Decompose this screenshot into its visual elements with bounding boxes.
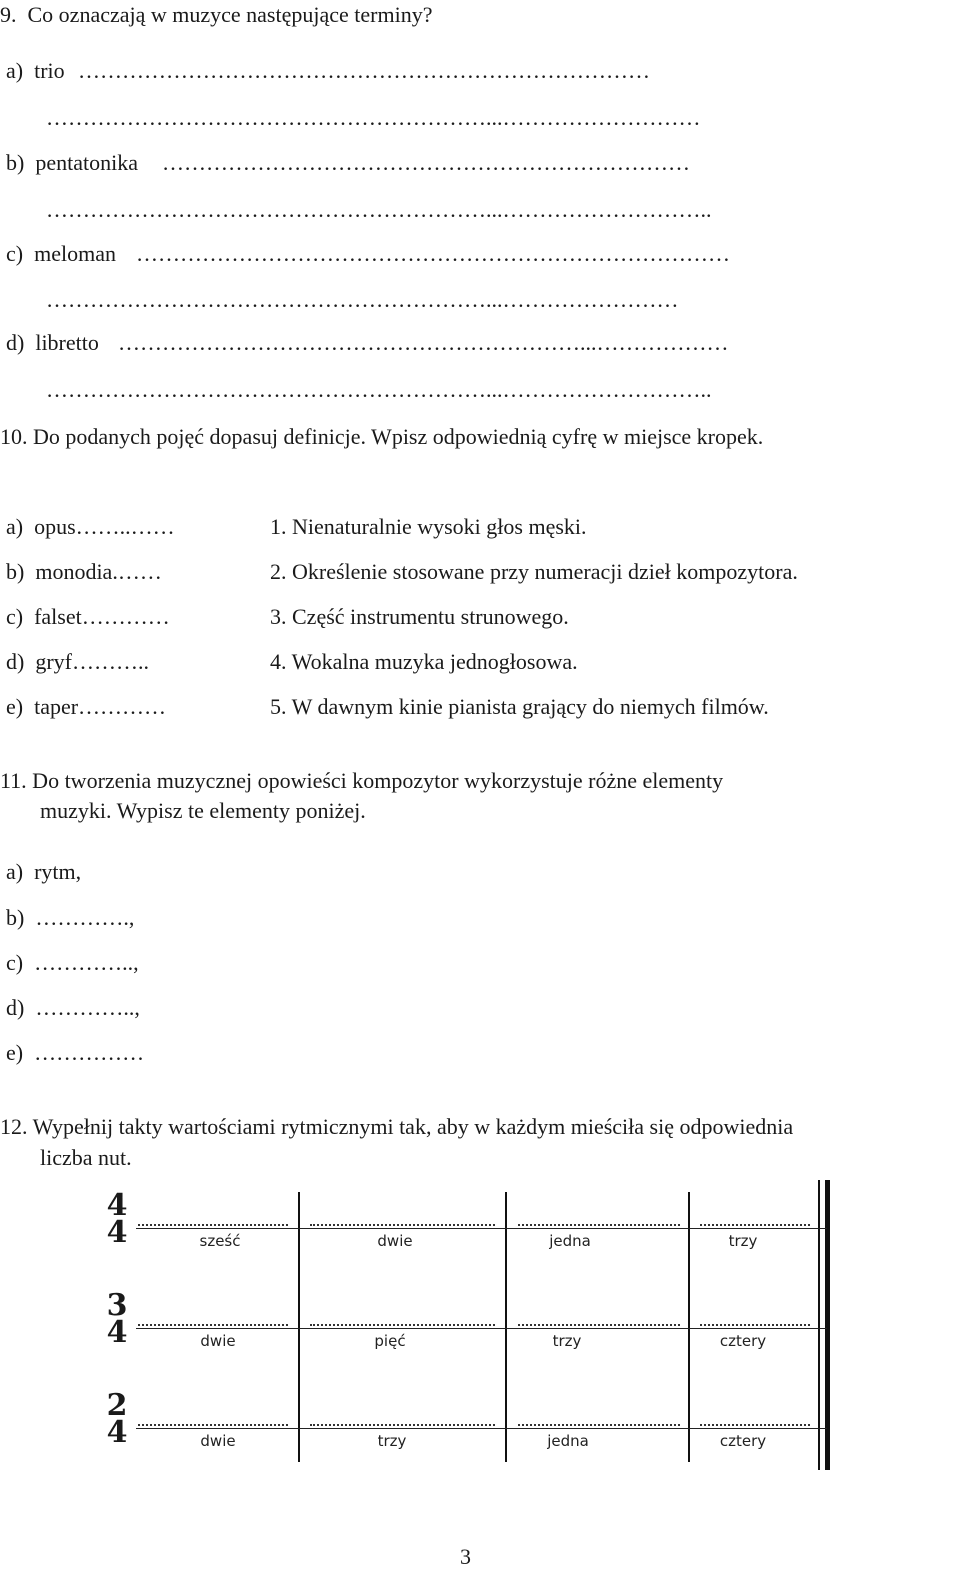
q10-definition-4: 4. Wokalna muzyka jednogłosowa. [270, 649, 578, 674]
q10-definition-3: 3. Część instrumentu strunowego. [270, 604, 569, 629]
measure-label-1-4: trzy [728, 1232, 758, 1250]
q10-term-d[interactable]: d) gryf……….. [6, 649, 149, 674]
q9-item-a-answer-line-2[interactable]: ……………………………………………………...……………………… [46, 105, 701, 130]
time-signature-1-bottom: 4 [106, 1215, 128, 1250]
q9-item-b-label: b) pentatonika [6, 150, 138, 175]
page-number: 3 [460, 1544, 471, 1569]
answer-dots-2-2[interactable] [310, 1324, 495, 1326]
final-barline-thin [818, 1180, 820, 1470]
time-signature-3-bottom: 4 [106, 1415, 128, 1450]
q12-title-line-2: liczba nut. [40, 1145, 132, 1170]
time-signature-3-top: 2 [106, 1388, 128, 1423]
q9-item-c-label: c) meloman [6, 241, 116, 266]
q9-item-d-label: d) libretto [6, 330, 99, 355]
q9-item-c-answer-line-2[interactable]: ……………………………………………………...…………………… [46, 287, 679, 312]
q11-item-c[interactable]: c) ………….., [6, 950, 139, 975]
q11-item-d[interactable]: d) ………….., [6, 995, 140, 1020]
q9-item-b-answer-line-1[interactable]: ……………………………………………………………… [162, 150, 690, 175]
measure-label-1-1: sześć [199, 1232, 241, 1250]
q9-item-c-answer-line-1[interactable]: ……………………………………………………………………… [136, 241, 730, 266]
q10-definition-5: 5. W dawnym kinie pianista grający do niemych filmów. [270, 694, 769, 719]
answer-dots-1-3[interactable] [518, 1224, 680, 1226]
answer-dots-2-4[interactable] [700, 1324, 810, 1326]
time-signature-3 [100, 1388, 134, 1450]
q11-title-line-1: 11. Do tworzenia muzycznej opowieści kompozytor wykorzystuje różne elementy [0, 768, 724, 793]
q10-title: 10. Do podanych pojęć dopasuj definicje. Wpisz odpowiednią cyfrę w miejsce kropek. [0, 424, 764, 449]
measure-label-1-2: dwie [377, 1232, 413, 1250]
measure-label-3-2: trzy [377, 1432, 407, 1450]
measure-label-2-3: trzy [552, 1332, 582, 1350]
measure-label-3-3: jedna [547, 1432, 589, 1450]
staff-line-2 [136, 1328, 827, 1329]
answer-dots-1-1[interactable] [138, 1224, 288, 1226]
barline-1 [298, 1192, 300, 1462]
measure-label-1-3: jedna [549, 1232, 591, 1250]
answer-dots-3-1[interactable] [138, 1424, 288, 1426]
q11-item-b[interactable]: b) …………., [6, 905, 135, 930]
answer-dots-2-1[interactable] [138, 1324, 288, 1326]
q9-item-d-answer-line-1[interactable]: ………………………………………………………...……………… [118, 330, 729, 355]
answer-dots-3-4[interactable] [700, 1424, 810, 1426]
barline-3 [688, 1192, 690, 1462]
answer-dots-1-2[interactable] [310, 1224, 495, 1226]
q10-term-e[interactable]: e) taper………… [6, 694, 167, 719]
time-signature-2-bottom: 4 [106, 1315, 128, 1350]
q9-title: 9. Co oznaczają w muzyce następujące terminy? [0, 2, 433, 27]
time-signature-1-top: 4 [106, 1188, 128, 1223]
time-signature-1 [100, 1188, 134, 1250]
q10-term-a[interactable]: a) opus……..…… [6, 514, 175, 539]
q11-title-line-2: muzyki. Wypisz te elementy poniżej. [40, 798, 366, 823]
staff-line-3 [136, 1428, 827, 1429]
q10-definition-2: 2. Określenie stosowane przy numeracji dzieł kompozytora. [270, 559, 798, 584]
q9-item-a-label: a) trio [6, 58, 65, 83]
q11-item-a: a) rytm, [6, 859, 82, 884]
q10-definition-1: 1. Nienaturalnie wysoki głos męski. [270, 514, 587, 539]
q9-item-b-answer-line-2[interactable]: ……………………………………………………...……………………….. [46, 197, 712, 222]
q12-title-line-1: 12. Wypełnij takty wartościami rytmicznymi tak, aby w każdym mieściła się odpowiednia [0, 1114, 794, 1139]
answer-dots-3-3[interactable] [518, 1424, 680, 1426]
q9-item-a-answer-line-1[interactable]: …………………………………………………………………… [78, 58, 650, 83]
q10-term-c[interactable]: c) falset………… [6, 604, 170, 629]
measure-label-2-1: dwie [200, 1332, 236, 1350]
time-signature-2-top: 3 [106, 1288, 128, 1323]
answer-dots-2-3[interactable] [518, 1324, 680, 1326]
rhythm-exercise [100, 1180, 845, 1480]
time-signature-2 [100, 1288, 134, 1350]
measure-label-3-1: dwie [200, 1432, 236, 1450]
measure-label-2-2: pięć [374, 1332, 406, 1350]
measure-label-2-4: cztery [719, 1332, 767, 1350]
measure-label-3-4: cztery [719, 1432, 767, 1450]
final-barline-thick [825, 1180, 830, 1470]
q9-item-d-answer-line-2[interactable]: ……………………………………………………...……………………….. [46, 377, 712, 402]
answer-dots-1-4[interactable] [700, 1224, 810, 1226]
q10-term-b[interactable]: b) monodia.…… [6, 559, 162, 584]
answer-dots-3-2[interactable] [310, 1424, 495, 1426]
barline-2 [505, 1192, 507, 1462]
staff-line-1 [136, 1228, 827, 1229]
q11-item-e[interactable]: e) …………… [6, 1040, 145, 1065]
